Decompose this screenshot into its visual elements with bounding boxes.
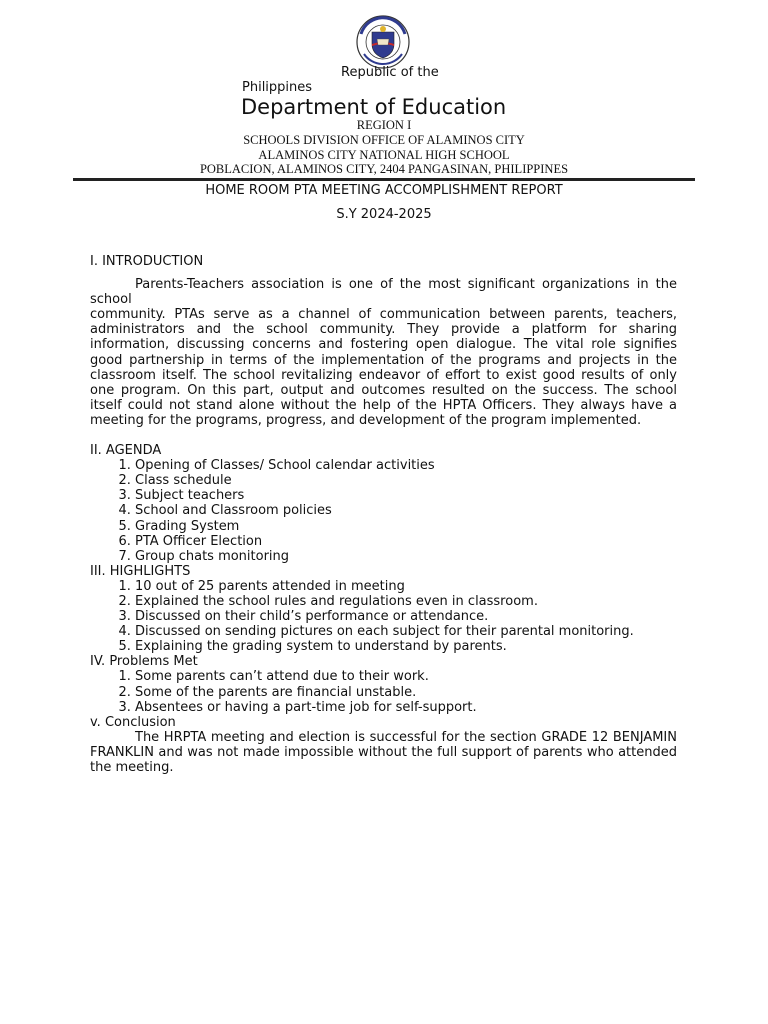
list-item: 1. 10 out of 25 parents attended in meeting	[135, 579, 677, 594]
list-item: 2. Explained the school rules and regulations even in classroom.	[135, 594, 677, 609]
conclusion-body: The HRPTA meeting and election is successful for the section GRADE 12 BENJAMIN FRANKLIN and was not made impossible without the full support of parents who attended the meeting.	[90, 729, 677, 775]
deped-seal-icon	[352, 14, 414, 70]
agenda-heading: II. AGENDA	[90, 443, 162, 459]
highlights-list	[90, 579, 677, 654]
school-line: ALAMINOS CITY NATIONAL HIGH SCHOOL	[258, 148, 510, 162]
header-divider	[73, 178, 695, 181]
list-item: 4. Discussed on sending pictures on each subject for their parental monitoring.	[135, 624, 677, 639]
report-title: HOME ROOM PTA MEETING ACCOMPLISHMENT REPORT	[205, 183, 563, 198]
conclusion-heading: v. Conclusion	[90, 714, 176, 730]
school-year: S.Y 2024-2025	[336, 207, 432, 222]
highlights-heading: III. HIGHLIGHTS	[90, 563, 191, 579]
list-item: 3. Absentees or having a part-time job for self-support.	[135, 700, 677, 715]
region-line: REGION I	[356, 118, 412, 132]
list-item: 6. PTA Officer Election	[135, 534, 677, 549]
list-item: 1. Some parents can’t attend due to their work.	[135, 669, 677, 684]
introduction-body: community. PTAs serve as a channel of communication between parents, teachers, administrators and the school community. They provide a platform for sharing information, discussing concerns and fostering open dialogue. The vital role signifies good partnership in terms of the implementation of the programs and projects in the classroom itself. The school revitalizing endeavor of effort to exist good results of only one program. On this part, output and outcomes resulted on the success. The school itself could not stand alone without the help of the HPTA Officers. They always have a meeting for the programs, progress, and development of the program implemented.	[90, 307, 677, 428]
list-item: 2. Class schedule	[135, 473, 677, 488]
department-title: Department of Education	[241, 95, 507, 119]
problems-heading: IV. Problems Met	[90, 654, 198, 670]
list-item: 1. Opening of Classes/ School calendar activities	[135, 458, 677, 473]
introduction-first-line: Parents-Teachers association is one of the most significant organizations in the school	[90, 277, 677, 308]
list-item: 7. Group chats monitoring	[135, 549, 677, 564]
list-item: 5. Explaining the grading system to understand by parents.	[135, 639, 677, 654]
list-item: 4. School and Classroom policies	[135, 503, 677, 518]
republic-line-2: Philippines	[242, 80, 313, 95]
agenda-list	[90, 458, 677, 564]
list-item: 3. Discussed on their child’s performance or attendance.	[135, 609, 677, 624]
problems-list	[90, 669, 677, 714]
list-item: 5. Grading System	[135, 519, 677, 534]
republic-line-1: Republic of the	[341, 65, 439, 80]
list-item: 2. Some of the parents are financial unstable.	[135, 685, 677, 700]
list-item: 3. Subject teachers	[135, 488, 677, 503]
introduction-heading: I. INTRODUCTION	[90, 254, 204, 269]
report-body	[90, 254, 677, 775]
address-line: POBLACION, ALAMINOS CITY, 2404 PANGASINAN, PHILIPPINES	[199, 162, 569, 176]
division-line: SCHOOLS DIVISION OFFICE OF ALAMINOS CITY	[243, 133, 525, 147]
